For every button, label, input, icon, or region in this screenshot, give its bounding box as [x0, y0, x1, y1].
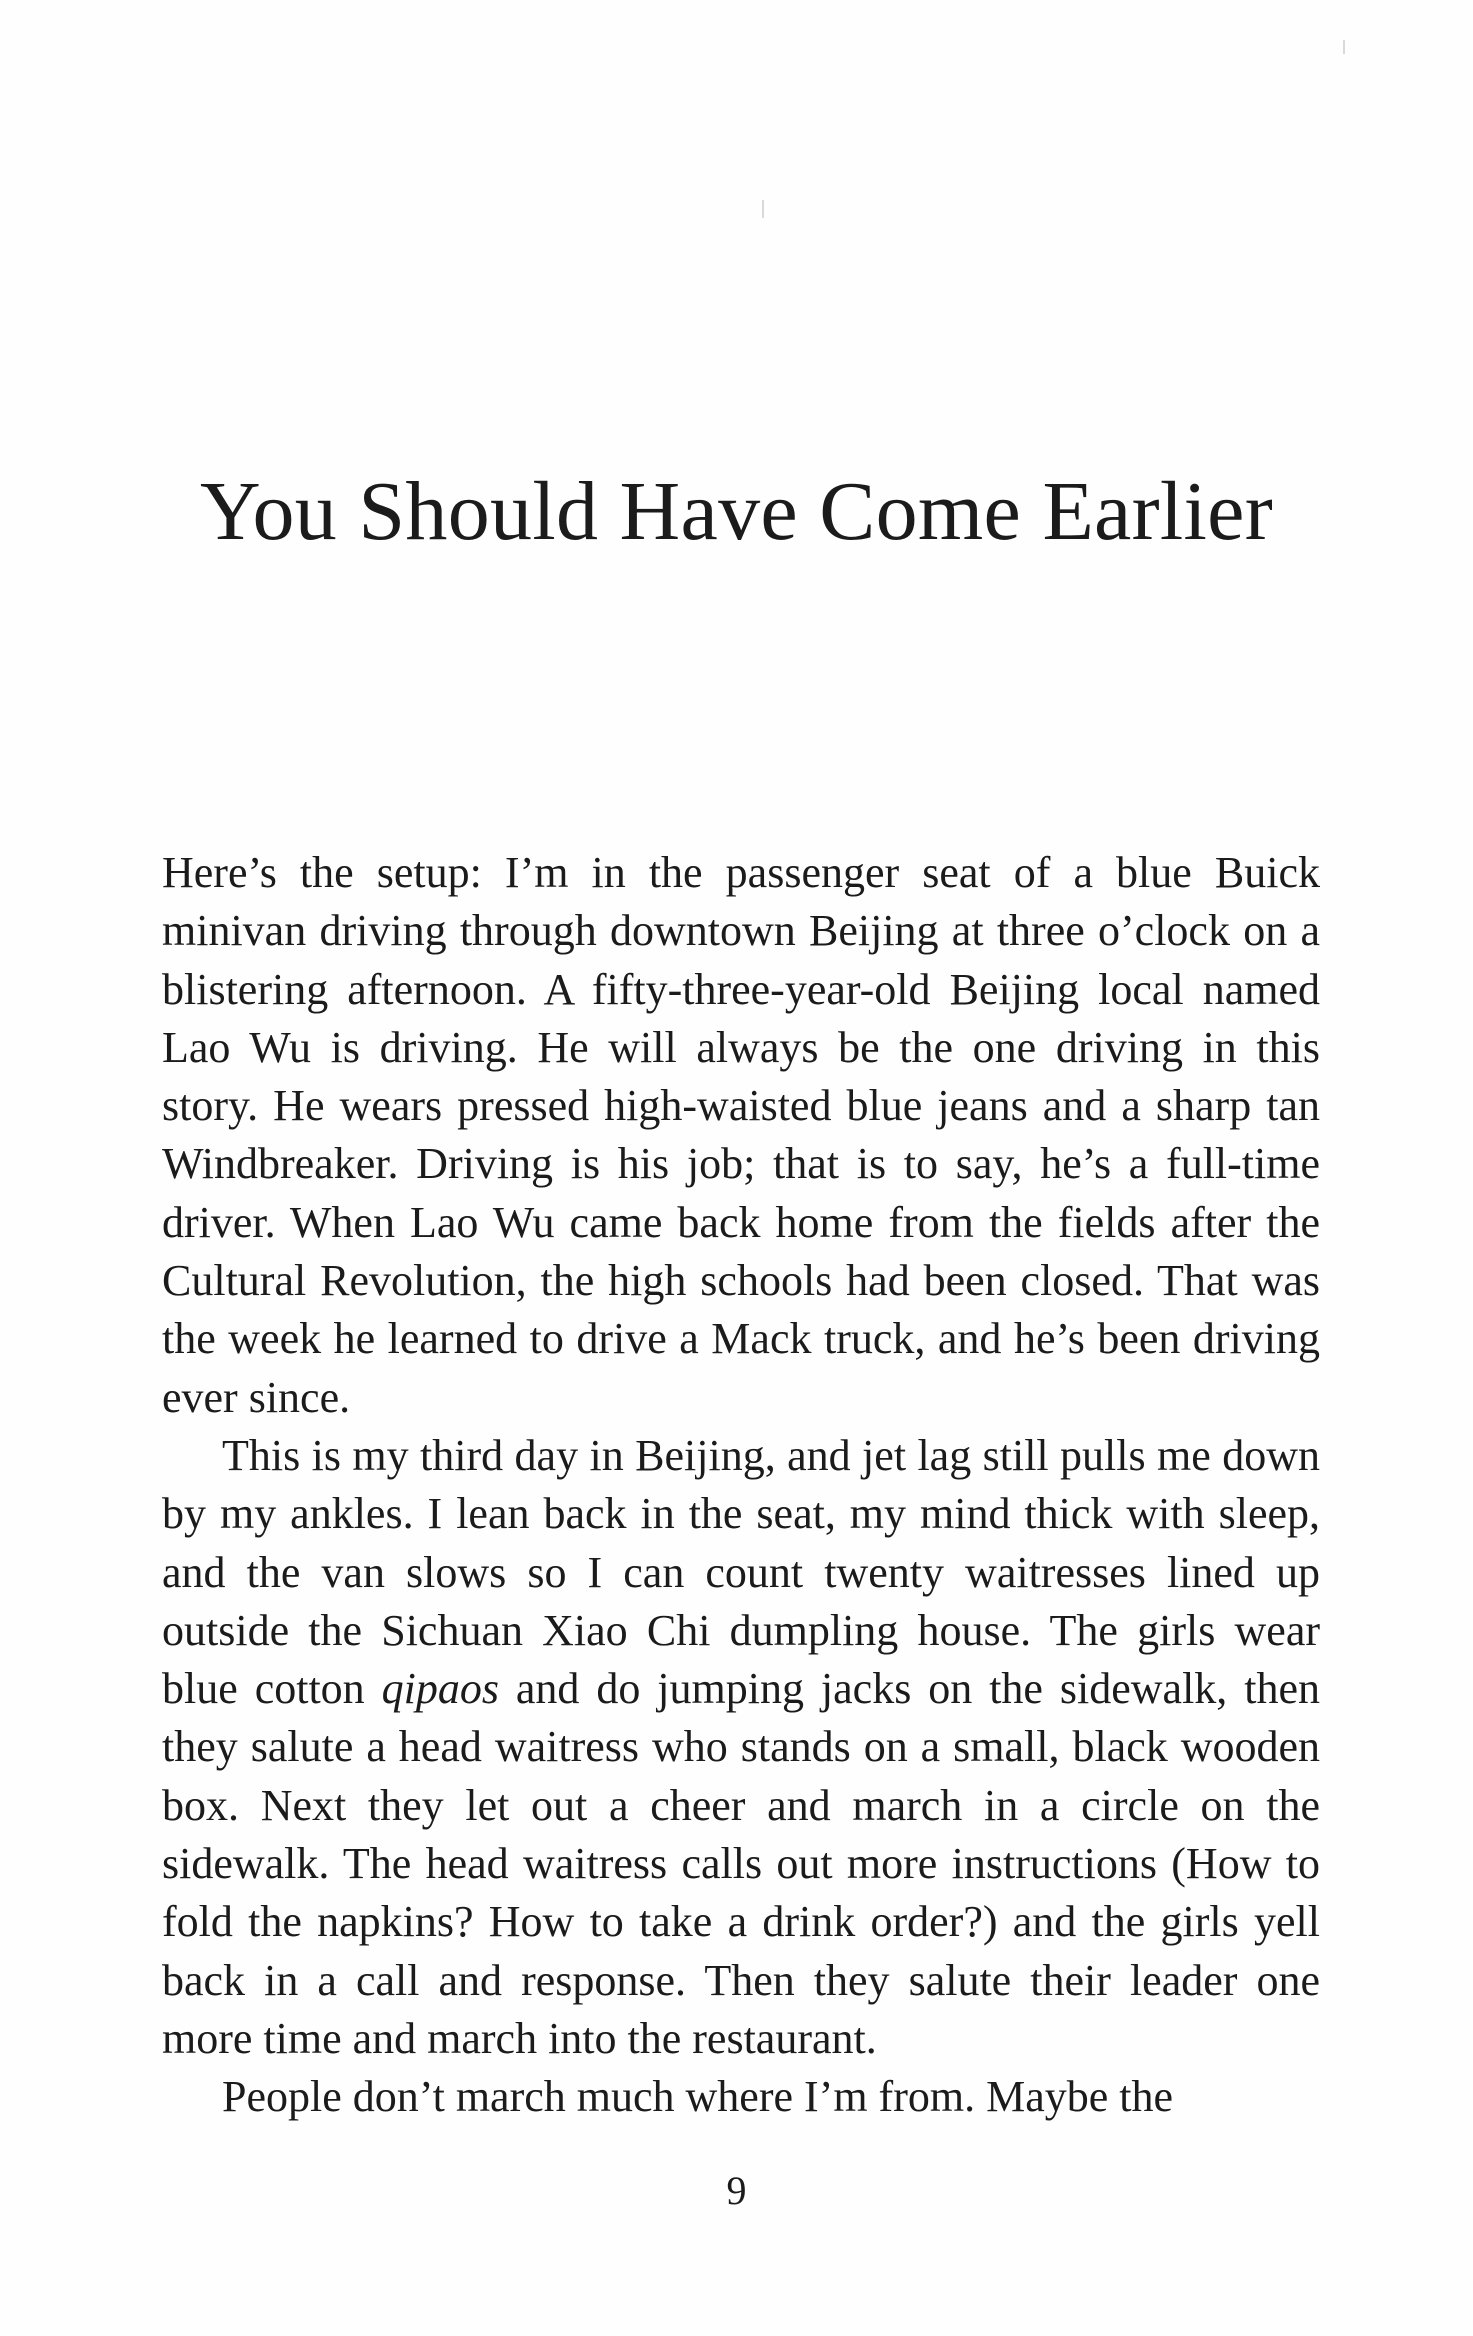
- page-number: 9: [726, 2168, 747, 2213]
- italic-term-qipaos: qipaos: [381, 1664, 499, 1714]
- paragraph-1: Here’s the setup: I’m in the passenger seat of a blue Buick minivan driving through downtown Beijing at three o’clock on a blistering afternoon. A fifty-three-year-old Beijing local named Lao Wu is driving. He will always be the one driving in this story. He wears pressed high-waisted blue jeans and a sharp tan Windbreaker. Driving is his job; that is to say, he’s a full-time driver. When Lao Wu came back home from the fields after the Cultural Revolution, the high schools had been closed. That was the week he learned to drive a Mack truck, and he’s been driving ever since.: [162, 848, 1320, 1422]
- scan-artifact: [762, 200, 764, 218]
- body-text: [162, 844, 1320, 2127]
- paragraph-3: People don’t march much where I’m from. Maybe the: [222, 2072, 1174, 2122]
- paragraph-2-text-b: and do jumping jacks on the sidewalk, then they salute a head waitress who stands on a small, black wooden box. Next they let out a cheer and march in a circle on the sidewalk. The head waitress calls out more instructions (How to fold the napkins? How to take a drink order?) and the girls yell back in a call and response. Then they salute their leader one more time and march into the restaurant.: [162, 1664, 1320, 2063]
- paragraph-2: [162, 1427, 1320, 2068]
- paragraph-2-text-a: This is my third day in Beijing, and jet lag still pulls me down by my ankles. I lean back in the seat, my mind thick with sleep, and the van slows so I can count twenty waitresses lined up outside the Sichuan Xiao Chi dumpling house. The girls wear blue cotton: [162, 1430, 1320, 1714]
- scan-artifact: [1343, 40, 1345, 54]
- chapter-title: You Should Have Come Earlier: [199, 465, 1274, 558]
